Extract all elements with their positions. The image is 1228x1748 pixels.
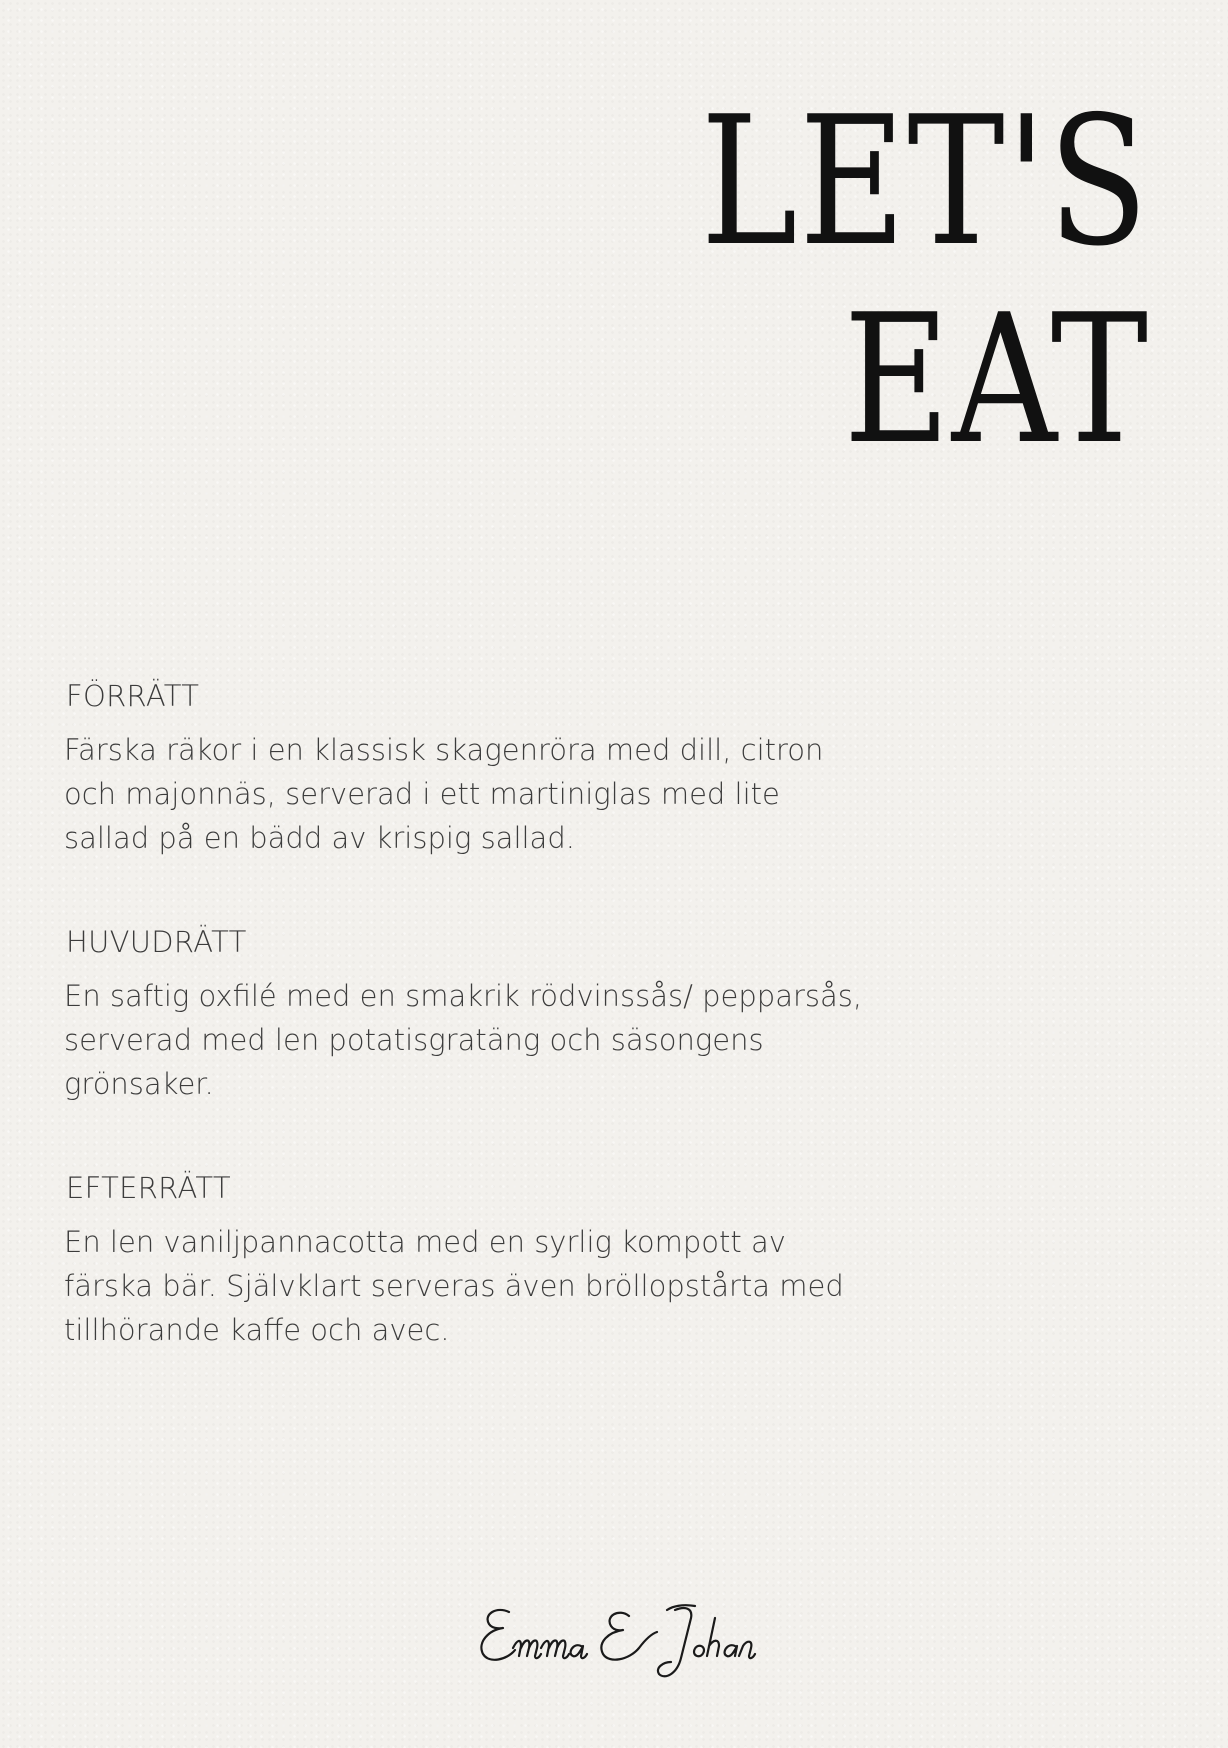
course-starter	[64, 676, 864, 860]
course-title-dessert: EFTERRÄTT	[66, 1171, 231, 1205]
headline	[602, 78, 1150, 484]
course-dessert	[64, 1168, 864, 1352]
menu-courses	[64, 676, 864, 1414]
course-description-main: En saftig oxfilé med en smakrik rödvinssås/ pepparsås, serverad med len potatisgratäng och säsongens grönsaker.	[64, 979, 863, 1101]
headline-line-1: LET'S	[700, 78, 1150, 286]
course-description-starter: Färska räkor i en klassisk skagenröra med dill, citron och majonnäs, serverad i ett martiniglas med lite sallad på en bädd av krispig sallad.	[64, 733, 824, 855]
course-title-starter: FÖRRÄTT	[66, 679, 200, 713]
course-title-main: HUVUDRÄTT	[66, 925, 247, 959]
headline-line-2: EAT	[843, 276, 1150, 484]
course-main	[64, 922, 864, 1106]
couple-signature	[0, 1588, 1228, 1693]
course-description-dessert: En len vaniljpannacotta med en syrlig kompott av färska bär. Självklart serveras även bröllopstårta med tillhörande kaffe och avec.	[64, 1225, 844, 1347]
signature-script-image	[469, 1588, 759, 1688]
